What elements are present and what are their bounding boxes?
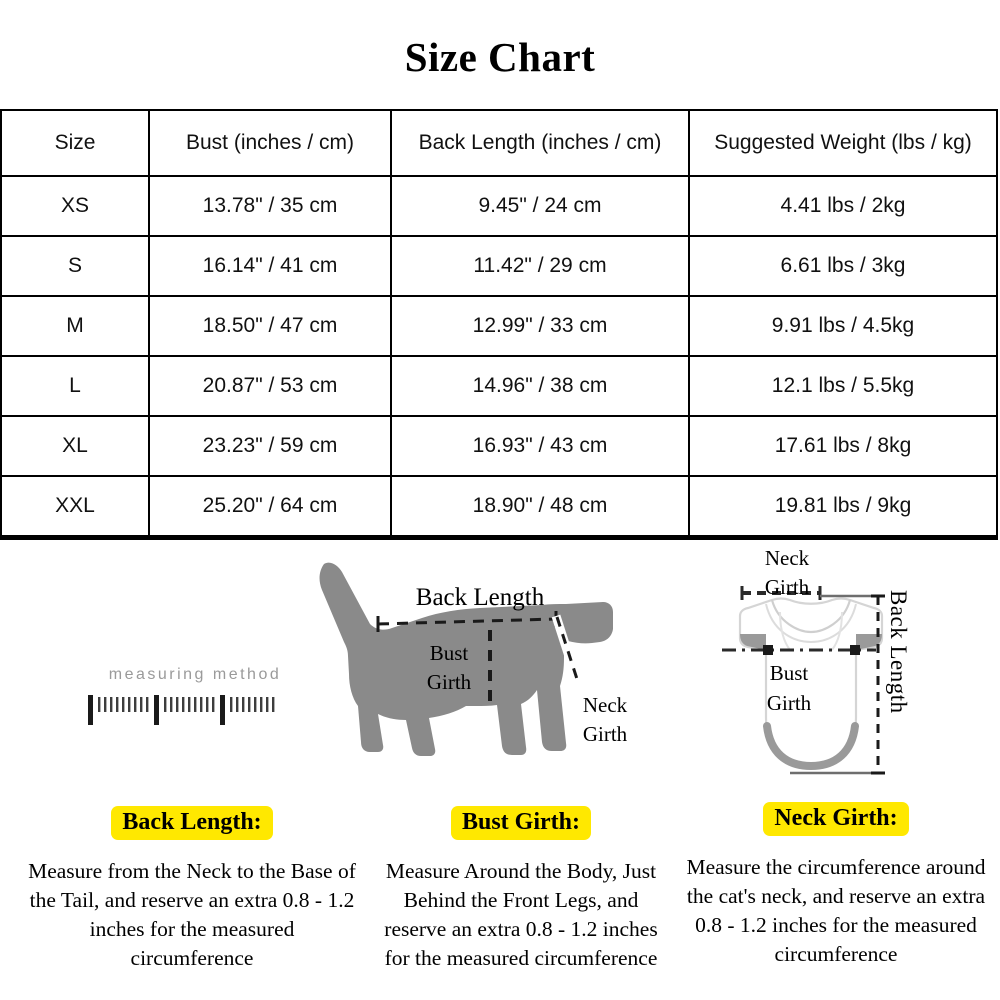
column-header-bust: Bust (inches / cm) — [149, 110, 391, 176]
table-row — [1, 356, 997, 416]
shirt-bust-girth-label — [724, 658, 854, 718]
cat-neck-girth-line2: Girth — [582, 722, 628, 746]
cell-bust: 25.20" / 64 cm — [149, 476, 391, 538]
cell-bust: 16.14" / 41 cm — [149, 236, 391, 296]
cell-size: XXL — [1, 476, 149, 538]
caption-body-neck-girth: Measure the circumference around the cat's neck, and reserve an extra 0.8 - 1.2 inches for the measured circumference — [686, 855, 986, 966]
cell-weight: 19.81 lbs / 9kg — [689, 476, 997, 538]
cell-back-length: 18.90" / 48 cm — [391, 476, 689, 538]
shirt-neck-girth-line1: Neck — [764, 546, 810, 570]
column-header-weight: Suggested Weight (lbs / kg) — [689, 110, 997, 176]
table-row — [1, 476, 997, 538]
cell-weight: 9.91 lbs / 4.5kg — [689, 296, 997, 356]
caption-neck-girth — [676, 802, 996, 969]
cat-back-length-label: Back Length — [415, 584, 545, 611]
caption-heading-bust-girth: Bust Girth: — [451, 806, 591, 840]
measuring-method-label: measuring method — [108, 666, 282, 683]
cat-bust-girth-label — [406, 639, 492, 697]
size-chart-table — [0, 109, 998, 540]
cell-back-length: 16.93" / 43 cm — [391, 416, 689, 476]
cell-back-length: 14.96" / 38 cm — [391, 356, 689, 416]
column-header-back-length: Back Length (inches / cm) — [391, 110, 689, 176]
cell-size: M — [1, 296, 149, 356]
column-header-size: Size — [1, 110, 149, 176]
shirt-back-length-label: Back Length — [886, 590, 911, 714]
caption-band — [0, 806, 1000, 1000]
cell-size: XS — [1, 176, 149, 236]
shirt-bust-girth-line2: Girth — [766, 691, 812, 715]
caption-back-length — [18, 806, 366, 973]
cell-weight: 12.1 lbs / 5.5kg — [689, 356, 997, 416]
cell-weight: 6.61 lbs / 3kg — [689, 236, 997, 296]
caption-body-bust-girth: Measure Around the Body, Just Behind the Front Legs, and reserve an extra 0.8 - 1.2 inches for the measured circumference — [384, 859, 658, 970]
cat-neck-girth-line1: Neck — [582, 693, 628, 717]
cell-bust: 20.87" / 53 cm — [149, 356, 391, 416]
cat-bust-girth-line1: Bust — [429, 641, 469, 665]
cell-size: XL — [1, 416, 149, 476]
measuring-method-block — [80, 666, 310, 727]
table-row — [1, 176, 997, 236]
cell-back-length: 11.42" / 29 cm — [391, 236, 689, 296]
cat-bust-girth-line2: Girth — [426, 670, 472, 694]
table-header-row — [1, 110, 997, 176]
table-row — [1, 236, 997, 296]
caption-body-back-length: Measure from the Neck to the Base of the Tail, and reserve an extra 0.8 - 1.2 inches for the measured circumference — [28, 859, 356, 970]
cell-back-length: 12.99" / 33 cm — [391, 296, 689, 356]
caption-heading-back-length: Back Length: — [111, 806, 272, 840]
cell-size: S — [1, 236, 149, 296]
cell-bust: 18.50" / 47 cm — [149, 296, 391, 356]
shirt-bust-girth-line1: Bust — [769, 661, 809, 685]
table-row — [1, 296, 997, 356]
ruler-icon — [80, 693, 310, 727]
illustration-band — [0, 538, 1000, 803]
cell-bust: 23.23" / 59 cm — [149, 416, 391, 476]
shirt-diagram — [680, 538, 1000, 803]
cell-bust: 13.78" / 35 cm — [149, 176, 391, 236]
cell-size: L — [1, 356, 149, 416]
shirt-neck-girth-line2: Girth — [764, 575, 810, 599]
page-title: Size Chart — [404, 34, 596, 80]
caption-bust-girth — [366, 806, 676, 973]
caption-heading-neck-girth: Neck Girth: — [763, 802, 908, 836]
cat-neck-girth-label — [563, 691, 647, 749]
cat-diagram — [300, 546, 660, 796]
table-row — [1, 416, 997, 476]
cell-back-length: 9.45" / 24 cm — [391, 176, 689, 236]
cell-weight: 4.41 lbs / 2kg — [689, 176, 997, 236]
cell-weight: 17.61 lbs / 8kg — [689, 416, 997, 476]
shirt-neck-girth-label — [722, 544, 852, 602]
